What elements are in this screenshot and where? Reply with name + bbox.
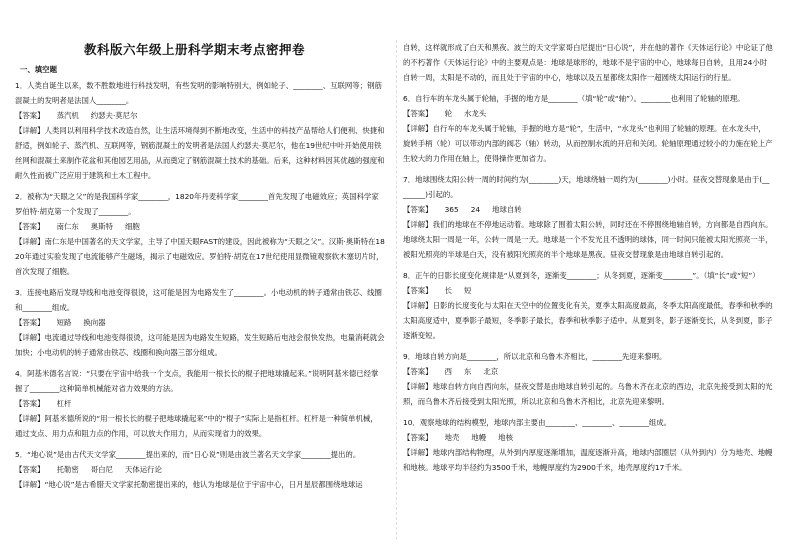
explanation-text: 【详解】阿基米德所说的“用一根长长的棍子把地球撬起来”中的“棍子”实际上是指杠杆。杠杆是一种简单机械，通过支点、用力点和阻力点的作用，可以放大作用力，从而实现省力的效果。	[15, 414, 378, 438]
answer-value: 短	[463, 286, 472, 295]
answer-value: 蒸汽机	[56, 111, 79, 120]
explanation-text: 【详解】地球内部结构物理，从外到内厚度逐渐增加，温度逐渐升高，地球内部圈层（从外到内）分为地壳、地幔和地核。地球平均半径约为3500千米，地幔厚度约为2900千米，地壳厚度约17千米。	[403, 448, 773, 472]
right-question-2	[403, 91, 773, 166]
answer-line	[15, 108, 385, 123]
answer-value: 约瑟夫·莫尼尔	[90, 111, 138, 120]
answer-line	[403, 106, 773, 121]
explanation-text: 【详解】自行车的车龙头属于轮轴，手握的地方是“轮”，生活中，“水龙头”也利用了轮轴的原理。在水龙头中，旋转手柄（轮）可以带动内部的阀芯（轴）转动，从而控制水流的开启和关闭。轮轴原理通过较小的力施在轮上产生较大的力作用在轴上，使得操作更加省力。	[403, 124, 773, 163]
answer-label: 【答案】	[15, 111, 45, 120]
right-question-3	[403, 172, 773, 262]
answer-value: 长	[444, 286, 452, 295]
answer-value: 轮	[444, 109, 452, 118]
answer-label: 【答案】	[403, 433, 433, 442]
question-text: 7．地球围绕太阳公转一周的时间约为(________)天，地球绕轴一周约为(________)小时。昼夜交替现象是由于(________)引起的。	[403, 175, 770, 199]
answer-value: 南仁东	[56, 222, 79, 231]
right-question-4	[403, 268, 773, 343]
answer-value: 换向器	[83, 318, 106, 327]
answer-value: 哥白尼	[90, 465, 113, 474]
explanation-text: 【详解】人类同以利用科学技术改造自然，让生活环境得到不断地改变，生活中的科技产品帮给人们便利、快捷和舒适，例如轮子、蒸汽机、互联网等，钢筋混凝土的发明者是法国人约瑟夫·莫尼尔，他在19世纪中叶开始使用铁丝网和混凝土来制作花盆和其他园艺用品，从而奠定了钢筋混凝土技术的基础。后来，这种材料因其优越的强度和耐久性而被广泛应用于建筑和土木工程中。	[15, 126, 385, 180]
answer-line	[15, 219, 385, 234]
question-text: 自转，这样就形成了白天和黑夜。波兰的天文学家哥白尼提出“日心说”，并在他的著作《天体运行论》中论证了他的不朽著作《天体运行论》中的主要观点是：地球是球形的，地球不是宇宙的中心，地球每日自转，且用24小时自转一周，太阳是不动的，而且处于宇宙的中心，地球以及五星都绕太阳作一超圆绕太阳运行的行星。	[403, 43, 773, 82]
answer-value: 短路	[56, 318, 72, 327]
question-text: 9．地球自转方向是________，所以北京和乌鲁木齐相比，________先迎来黎明。	[403, 352, 667, 361]
question-text: 10．观察地球的结构模型，地球内部主要由________、________、________组成。	[403, 418, 672, 427]
explanation-text: 【详解】地球自转方向自西向东，昼夜交替是由地球自转引起的。乌鲁木齐在北京的西边，北京先接受到太阳的光照，而乌鲁木齐后接受到太阳光照，所以北京和乌鲁木齐相比，北京先迎来黎明。	[403, 382, 773, 406]
question-text: 5．“地心说”是由古代天文学家________提出来的，而“日心说”则是由波兰著名天文学家________提出的。	[15, 450, 361, 459]
left-question-5	[15, 447, 385, 492]
answer-line	[403, 202, 773, 217]
answer-line	[15, 396, 385, 411]
answer-value: 杠杆	[56, 399, 72, 408]
left-question-2	[15, 189, 385, 279]
answer-label: 【答案】	[15, 465, 45, 474]
answer-label: 【答案】	[15, 222, 45, 231]
left-question-1	[15, 78, 385, 183]
question-text: 2．被称为“天眼之父”的是我国科学家________，1820年丹麦科学家________首先发现了电磁效应；英国科学家罗伯特·胡克第一个发现了________。	[15, 192, 379, 216]
question-text: 6．自行车的车龙头属于轮轴，手握的地方是________（填“轮”或“轴”）。________也利用了轮轴的原理。	[403, 94, 745, 103]
explanation-text: 【详解】“地心说”是古希腊天文学家托勒密提出来的，他认为地球是位于宇宙中心，日月星辰都围绕地球运	[15, 480, 363, 489]
answer-value: 地壳	[444, 433, 460, 442]
right-question-6	[403, 415, 773, 475]
left-question-3	[15, 285, 385, 360]
answer-value: 托勒密	[56, 465, 79, 474]
answer-value: 天体运行论	[124, 465, 162, 474]
answer-label: 【答案】	[403, 286, 433, 295]
answer-label: 【答案】	[15, 399, 45, 408]
right-question-5	[403, 349, 773, 409]
explanation-text: 【详解】电流通过导线和电池变得很烫，这可能是因为电路发生短路，发生短路后电池会很快发热，电量消耗就会加快；小电动机的转子通常由铁芯、线圈和换向器三部分组成。	[15, 333, 385, 357]
right-question-1	[403, 40, 773, 85]
answer-label: 【答案】	[403, 109, 433, 118]
section-heading: 一、填空题	[20, 65, 57, 74]
explanation-text: 【详解】我们的地球在不停地运动着。地球除了围着太阳公转，同时还在不停围绕地轴自转，方向都是自西向东。地球绕太阳一周是一年，公转一周是一天。地球是一个不发光且不透明的球体，同一时间只能被太阳光照亮一半，被阳光照亮的半球是白天，没有被阳光照亮的半个地球是黑夜。昼夜交替现象是由地球自转引起的。	[403, 220, 773, 259]
answer-value: 细胞	[124, 222, 140, 231]
page-title: 教科版六年级上册科学期末考点密押卷	[83, 42, 305, 57]
answer-value: 北京	[483, 367, 499, 376]
explanation-text: 【详解】日影的长度变化与太阳在天空中的位置变化有关，夏季太阳高度最高，冬季太阳高度最低，春季和秋季的太阳高度适中，夏季影子最短，冬季影子最长，春季和秋季影子适中。从夏到冬，影子逐渐变长，从冬到夏，影子逐渐变短。	[403, 301, 773, 340]
explanation-text: 【详解】南仁东是中国著名的天文学家，主导了中国天眼FAST的建设，因此被称为“天眼之父”。汉斯·奥斯特在1820年通过实验发现了电流能够产生磁场，揭示了电磁效应。罗伯特·胡克在17世纪使用显微镜观察软木塞切片时，首次发现了细胞。	[15, 237, 385, 276]
question-text: 8．正午的日影长度变化规律是“从夏到冬，逐渐变________；从冬到夏，逐渐变________”。（填“长”或“短”）	[403, 271, 760, 280]
answer-line	[403, 430, 773, 445]
answer-value: 地幔	[471, 433, 487, 442]
answer-label: 【答案】	[403, 205, 433, 214]
answer-value: 365	[444, 205, 459, 214]
answer-value: 东	[463, 367, 472, 376]
answer-value: 奥斯特	[90, 222, 113, 231]
left-question-4	[15, 366, 385, 441]
answer-line	[15, 462, 385, 477]
question-text: 4．阿基米德名言说：“只要在宇宙中给我一个支点，我能用一根长长的棍子把地球撬起来。”说明阿基米德已经掌握了________这种简单机械能对省力效果的方法。	[15, 369, 379, 393]
answer-value: 地核	[498, 433, 513, 442]
answer-line	[403, 283, 773, 298]
answer-label: 【答案】	[15, 318, 45, 327]
answer-value: 西	[444, 367, 452, 376]
answer-value: 地球自转	[492, 205, 522, 214]
answer-value: 水龙头	[463, 109, 487, 118]
column-divider	[396, 40, 397, 540]
answer-value: 24	[470, 205, 481, 214]
question-text: 3．连接电路后发现导线和电池变得很烫，这可能是因为电路发生了________。小电动机的转子通常由铁芯、线圈和________组成。	[15, 288, 382, 312]
answer-line	[403, 364, 773, 379]
answer-label: 【答案】	[403, 367, 433, 376]
answer-line	[15, 315, 385, 330]
question-text: 1．人类自诞生以来，数不胜数地进行科技发明，有些发明的影响特别大，例如轮子、________、互联网等；钢筋混凝土的发明者是法国人________。	[15, 81, 382, 105]
